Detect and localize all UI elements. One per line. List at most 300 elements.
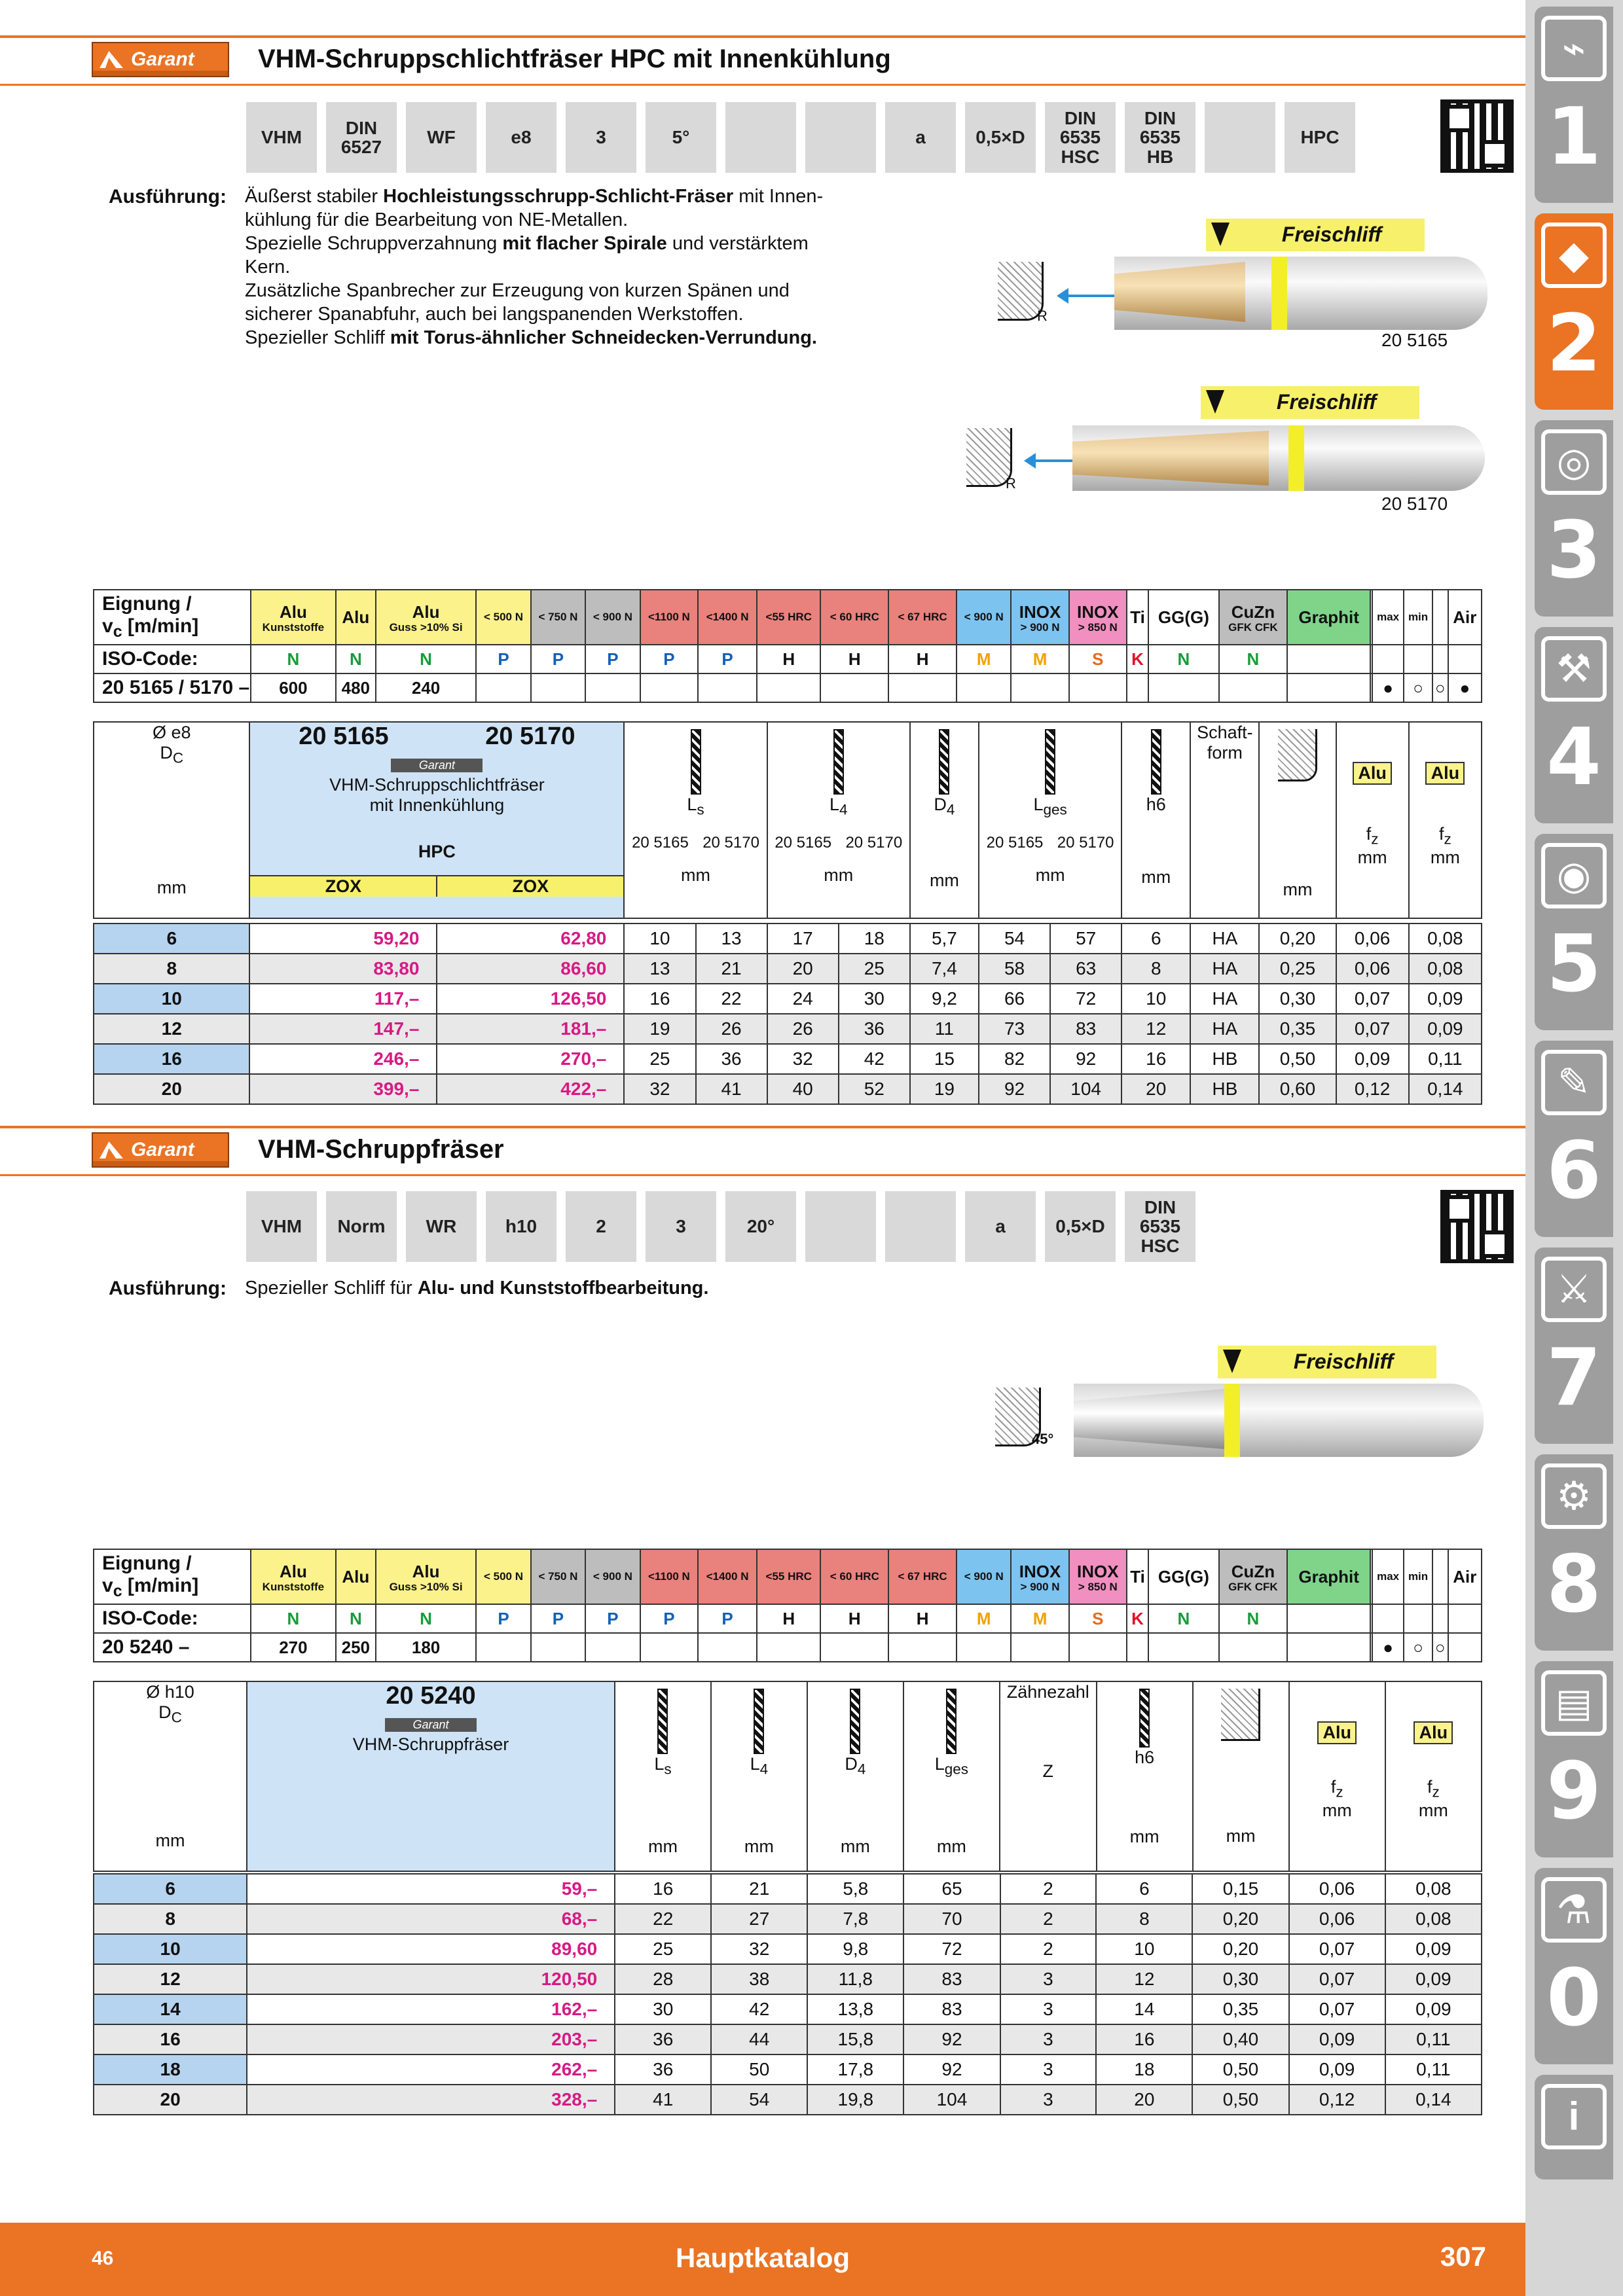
cooling-mark: ●	[1448, 673, 1482, 702]
ausf-line: Spezielle Schruppverzahnung mit flacher Spirale und verstärktem	[245, 233, 809, 254]
material-col-8: <1400 N	[698, 590, 757, 645]
value-cell: HA	[1190, 954, 1259, 984]
page-number-right: 307	[1440, 2241, 1486, 2272]
ausf-line: kühlung für die Bearbeitung von NE-Metallen.	[245, 209, 629, 230]
value-cell: 0,07	[1336, 1014, 1409, 1044]
value-cell: 92	[1050, 1044, 1122, 1074]
cutting-speed	[957, 673, 1011, 702]
dc-header: Ø e8 $D_C$ mm	[94, 722, 249, 918]
value-cell: 42	[839, 1044, 910, 1074]
value-cell: 8	[1096, 1904, 1192, 1934]
value-cell: 7,8	[807, 1904, 903, 1934]
value-cell: 72	[1050, 984, 1122, 1014]
value-cell: 0,30	[1259, 984, 1336, 1014]
value-cell: 36	[839, 1014, 910, 1044]
iso-code: N	[336, 645, 376, 673]
cutting-speed	[1011, 1633, 1068, 1662]
cutting-speed: 250	[336, 1633, 376, 1662]
iso-code: P	[698, 645, 757, 673]
ausf-line: Spezieller Schliff mit Torus-ähnlicher Schneidecken-Verrundung.	[245, 327, 817, 348]
value-cell: 20	[767, 954, 839, 984]
tool-dim-icon	[691, 729, 701, 795]
cutting-speed	[1287, 673, 1370, 702]
value-cell: 92	[979, 1074, 1050, 1104]
value-cell: 0,09	[1409, 1014, 1482, 1044]
iso-empty	[1404, 645, 1432, 673]
price-cell: 89,60	[247, 1934, 615, 1964]
cooling-mark: ○	[1404, 673, 1432, 702]
spec-icon-10: a	[965, 1191, 1036, 1262]
value-cell: 0,12	[1289, 2085, 1385, 2115]
product-table-2	[93, 1873, 1482, 2115]
chapter-number: 6	[1546, 1126, 1601, 1217]
value-cell: 2	[1000, 1874, 1097, 1904]
chapter-number: 1	[1546, 92, 1601, 183]
value-cell: 18	[839, 924, 910, 954]
feed-header-2-1: Alu $f_z$ mm	[1289, 1681, 1385, 1871]
material-col-10: < 60 HRC	[820, 590, 888, 645]
iso-code: P	[476, 1604, 530, 1633]
value-cell: 17	[767, 924, 839, 954]
cutting-speed: 180	[376, 1633, 476, 1662]
iso-code: S	[1069, 645, 1127, 673]
value-cell: 0,09	[1289, 2024, 1385, 2054]
coolant-arrow-icon	[1067, 295, 1120, 297]
tool-205165-label: 20 5165	[1381, 330, 1448, 350]
cutting-speed	[820, 1633, 888, 1662]
value-cell: 0,25	[1259, 954, 1336, 984]
ausfuehrung-text	[245, 185, 900, 350]
value-cell: 3	[1000, 2054, 1097, 2085]
value-cell: 6	[1122, 924, 1190, 954]
tool-dim-icon	[833, 729, 844, 795]
value-cell: 22	[696, 984, 767, 1014]
value-cell: 54	[711, 2085, 807, 2115]
material-col-1: Alu Kunststoffe	[251, 1549, 336, 1604]
value-cell: 54	[979, 924, 1050, 954]
iso-code: P	[585, 1604, 640, 1633]
tool-dim-icon	[939, 729, 949, 795]
garant-logo-small-2: Garant	[385, 1718, 477, 1732]
garant-logo-small: Garant	[391, 759, 483, 772]
chamfer-header: mm	[1193, 1681, 1289, 1871]
spec-icon-2: Norm	[326, 1191, 397, 1262]
value-cell: 104	[1050, 1074, 1122, 1104]
cooling-mark: ●	[1372, 1633, 1404, 1662]
value-cell: 5,7	[910, 924, 979, 954]
cutting-speed: 270	[251, 1633, 336, 1662]
chapter-tab-i[interactable]	[1535, 2075, 1613, 2179]
value-cell: 3	[1000, 2024, 1097, 2054]
value-cell: 0,06	[1289, 1874, 1385, 1904]
value-cell: 0,09	[1289, 2054, 1385, 2085]
chapter-tab-7[interactable]	[1535, 1247, 1613, 1444]
cutting-speed: 600	[251, 673, 336, 702]
iso-code: M	[1011, 645, 1068, 673]
table-row	[94, 1934, 1482, 1964]
spec-icon-8	[805, 102, 876, 173]
chapter-tab-1[interactable]	[1535, 7, 1613, 203]
chapter-tab-4[interactable]	[1535, 627, 1613, 823]
value-cell: 0,08	[1409, 954, 1482, 984]
dim-header-2-3: $D_4$ mm	[807, 1681, 903, 1871]
material-col-11: < 67 HRC	[888, 590, 957, 645]
product-header: 20 5165 20 5170 Garant VHM-Schruppschlichtfräser mit Innenkühlung HPC ZOX ZOX	[249, 722, 624, 918]
chapter-icon: ⚙	[1541, 1463, 1607, 1529]
chapter-tab-6[interactable]	[1535, 1041, 1613, 1237]
spec-icon-9	[885, 1191, 956, 1262]
price-cell: 126,50	[437, 984, 624, 1014]
iso-empty	[1372, 1604, 1404, 1633]
spec-icon-11: 0,5×D	[1045, 1191, 1116, 1262]
value-cell: 0,07	[1289, 1964, 1385, 1994]
iso-code: N	[251, 1604, 336, 1633]
cutting-speed	[757, 673, 820, 702]
value-cell: 0,09	[1409, 984, 1482, 1014]
material-col-7: <1100 N	[640, 590, 699, 645]
value-cell: 82	[979, 1044, 1050, 1074]
chapter-number: 5	[1546, 919, 1601, 1010]
tool-dim-icon	[946, 1689, 957, 1754]
value-cell: 0,06	[1336, 954, 1409, 984]
cutting-speed	[957, 1633, 1011, 1662]
feed-header-2: Alu $f_z$ mm	[1409, 722, 1482, 918]
iso-code: P	[585, 645, 640, 673]
chapter-tab-8[interactable]	[1535, 1454, 1613, 1651]
table-row	[94, 1074, 1482, 1104]
top-rule	[0, 35, 1525, 38]
chapter-tab-2[interactable]	[1535, 213, 1613, 410]
dim-header-1: $L_s$ 20 5165 20 5170 mm	[624, 722, 767, 918]
iso-code: S	[1069, 1604, 1127, 1633]
feed-header-1: Alu $f_z$ mm	[1336, 722, 1409, 918]
cutting-speed	[585, 1633, 640, 1662]
value-cell: 26	[767, 1014, 839, 1044]
iso-empty	[1448, 1604, 1482, 1633]
iso-empty	[1404, 1604, 1432, 1633]
value-cell: 104	[903, 2085, 1000, 2115]
table-row	[94, 1874, 1482, 1904]
qr-code-icon-2[interactable]	[1440, 1190, 1514, 1263]
value-cell: 92	[903, 2024, 1000, 2054]
iso-code-label: ISO-Code:	[94, 645, 251, 673]
value-cell: 83	[1050, 1014, 1122, 1044]
material-col-17: CuZn GFK CFK	[1219, 590, 1287, 645]
value-cell: 3	[1000, 2085, 1097, 2115]
freischliff-label-2: Freischliff	[1201, 386, 1419, 419]
value-cell: 0,11	[1385, 2054, 1482, 2085]
cutting-speed	[1148, 673, 1219, 702]
ausf-line: Äußerst stabiler Hochleistungsschrupp-Schlicht-Fräser mit Innen-	[245, 186, 824, 207]
dim-header-2: $L_4$ 20 5165 20 5170 mm	[767, 722, 910, 918]
material-col-6: < 900 N	[585, 590, 640, 645]
iso-code: H	[820, 1604, 888, 1633]
ausf-line: sicherer Spanabfuhr, auch bei langspanenden Werkstoffen.	[245, 304, 744, 325]
iso-code: M	[957, 645, 1011, 673]
value-cell: HA	[1190, 924, 1259, 954]
value-cell: 0,20	[1259, 924, 1336, 954]
title-rule	[0, 84, 1525, 86]
iso-code: P	[531, 1604, 585, 1633]
value-cell: 30	[615, 1994, 711, 2024]
chapter-icon: ◆	[1541, 223, 1607, 288]
value-cell: HB	[1190, 1074, 1259, 1104]
value-cell: 0,40	[1192, 2024, 1288, 2054]
cooling-mark	[1448, 1633, 1482, 1662]
material-col-8: <1400 N	[698, 1549, 757, 1604]
material-col-11: < 67 HRC	[888, 1549, 957, 1604]
freischliff-label: Freischliff	[1206, 219, 1425, 251]
chapter-number: 0	[1546, 1953, 1601, 2044]
dim-header-2-1: $L_s$ mm	[615, 1681, 711, 1871]
cutting-speed	[888, 1633, 957, 1662]
value-cell: 3	[1000, 1964, 1097, 1994]
freischliff-label-3: Freischliff	[1218, 1346, 1436, 1378]
price-cell: 86,60	[437, 954, 624, 984]
material-col-12: < 900 N	[957, 1549, 1011, 1604]
value-cell: 0,07	[1289, 1934, 1385, 1964]
value-cell: HA	[1190, 1014, 1259, 1044]
product-header-2: 20 5240 Garant VHM-Schruppfräser	[247, 1681, 615, 1871]
value-cell: 83	[903, 1994, 1000, 2024]
cooling-col-3: min	[1404, 1549, 1432, 1604]
value-cell: 0,50	[1192, 2054, 1288, 2085]
value-cell: 15,8	[807, 2024, 903, 2054]
value-cell: 0,50	[1192, 2085, 1288, 2115]
ausfuehrung-label-2: Ausführung:	[109, 1278, 227, 1299]
section2-title: VHM-Schruppfräser	[258, 1135, 504, 1164]
iso-empty	[1448, 645, 1482, 673]
material-col-13: INOX > 900 N	[1011, 590, 1068, 645]
iso-code: K	[1127, 1604, 1148, 1633]
price-cell: 262,–	[247, 2054, 615, 2085]
ausf-line: Kern.	[245, 257, 291, 278]
value-cell: 7,4	[910, 954, 979, 984]
tool-205170-label: 20 5170	[1381, 493, 1448, 514]
table-row	[94, 2085, 1482, 2115]
cooling-col-4	[1432, 590, 1448, 645]
price-cell: 270,–	[437, 1044, 624, 1074]
chapter-tab-0[interactable]	[1535, 1868, 1613, 2064]
material-col-1: Alu Kunststoffe	[251, 590, 336, 645]
spec-icon-1: VHM	[246, 1191, 317, 1262]
material-col-2: Alu	[336, 590, 376, 645]
chapter-tab-5[interactable]	[1535, 834, 1613, 1030]
value-cell: 19	[910, 1074, 979, 1104]
radius-header: mm	[1259, 722, 1336, 918]
value-cell: 42	[711, 1994, 807, 2024]
cooling-mark: ●	[1372, 673, 1404, 702]
material-col-2: Alu	[336, 1549, 376, 1604]
cutting-speed	[531, 673, 585, 702]
tool-dim-icon	[1151, 729, 1161, 795]
catalog-name: Hauptkatalog	[675, 2242, 850, 2273]
iso-code	[1287, 1604, 1370, 1633]
value-cell: 14	[1096, 1994, 1192, 2024]
cooling-col-3: min	[1404, 590, 1432, 645]
value-cell: 70	[903, 1904, 1000, 1934]
iso-code: H	[757, 645, 820, 673]
material-col-15: Ti	[1127, 1549, 1148, 1604]
material-col-17: CuZn GFK CFK	[1219, 1549, 1287, 1604]
diameter-cell: 10	[94, 984, 249, 1014]
value-cell: 20	[1096, 2085, 1192, 2115]
value-cell: 2	[1000, 1934, 1097, 1964]
cutting-speed	[1011, 673, 1068, 702]
price-cell: 422,–	[437, 1074, 624, 1104]
value-cell: 13	[624, 954, 695, 984]
table-row	[94, 984, 1482, 1014]
zaehnezahl-header: Zähnezahl Z	[1000, 1681, 1097, 1871]
iso-empty	[1372, 645, 1404, 673]
diameter-cell: 8	[94, 1904, 247, 1934]
value-cell: 38	[711, 1964, 807, 1994]
spec-icon-6: 3	[646, 1191, 716, 1262]
section2-icon-row	[246, 1191, 1181, 1262]
footer-bar	[0, 2223, 1525, 2296]
value-cell: 22	[615, 1904, 711, 1934]
material-col-18: Graphit	[1287, 590, 1370, 645]
iso-code: K	[1127, 645, 1148, 673]
cutting-speed	[820, 673, 888, 702]
iso-code: N	[251, 645, 336, 673]
cutting-speed	[1127, 1633, 1148, 1662]
spec-icon-3: WR	[406, 1191, 477, 1262]
value-cell: 13,8	[807, 1994, 903, 2024]
title-rule-2	[0, 1174, 1525, 1176]
material-col-14: INOX > 850 N	[1069, 1549, 1127, 1604]
suitability-table-1	[93, 589, 1482, 703]
value-cell: 83	[903, 1964, 1000, 1994]
spec-icon-1: VHM	[246, 102, 317, 173]
value-cell: 16	[1096, 2024, 1192, 2054]
iso-code-label: ISO-Code:	[94, 1604, 251, 1633]
diameter-cell: 12	[94, 1014, 249, 1044]
price-cell: 203,–	[247, 2024, 615, 2054]
value-cell: 8	[1122, 954, 1190, 984]
cutting-speed	[1069, 673, 1127, 702]
cutting-speed	[888, 673, 957, 702]
chapter-sidebar	[1525, 0, 1623, 2296]
iso-code: N	[336, 1604, 376, 1633]
iso-code: P	[531, 645, 585, 673]
value-cell: 27	[711, 1904, 807, 1934]
value-cell: 58	[979, 954, 1050, 984]
chapter-icon: ◎	[1541, 429, 1607, 495]
value-cell: 10	[1096, 1934, 1192, 1964]
table-row	[94, 1994, 1482, 2024]
product-table-1	[93, 923, 1482, 1105]
material-col-7: <1100 N	[640, 1549, 699, 1604]
spec-icon-4: h10	[486, 1191, 556, 1262]
diameter-cell: 20	[94, 2085, 247, 2115]
value-cell: 16	[615, 1874, 711, 1904]
price-cell: 246,–	[249, 1044, 437, 1074]
eignung-label: Eignung / $v_c$ [m/min]	[94, 590, 251, 645]
diameter-cell: 6	[94, 1874, 247, 1904]
value-cell: 25	[615, 1934, 711, 1964]
chamfer-corner-icon	[1221, 1689, 1260, 1741]
chapter-icon: i	[1541, 2084, 1607, 2149]
qr-code-icon[interactable]	[1440, 99, 1514, 173]
diameter-cell: 6	[94, 924, 249, 954]
value-cell: 63	[1050, 954, 1122, 984]
value-cell: 0,50	[1259, 1044, 1336, 1074]
price-cell: 120,50	[247, 1964, 615, 1994]
chapter-tab-3[interactable]	[1535, 420, 1613, 617]
table-row	[94, 2024, 1482, 2054]
value-cell: 6	[1096, 1874, 1192, 1904]
tool-205240-image	[1074, 1384, 1484, 1457]
value-cell: 25	[839, 954, 910, 984]
chapter-number: 2	[1546, 298, 1601, 389]
value-cell: 36	[615, 2024, 711, 2054]
cutting-speed	[698, 673, 757, 702]
chapter-icon: ✎	[1541, 1050, 1607, 1115]
iso-code: N	[1219, 1604, 1287, 1633]
cutting-speed	[640, 1633, 699, 1662]
value-cell: 65	[903, 1874, 1000, 1904]
price-cell: 59,–	[247, 1874, 615, 1904]
article-range: 20 5165 / 5170 –	[94, 673, 251, 702]
cooling-col-5: Air	[1448, 590, 1482, 645]
cutting-speed: 480	[336, 673, 376, 702]
value-cell: 0,09	[1385, 1994, 1482, 2024]
dc-header-2: Ø h10 $D_C$ mm	[94, 1681, 247, 1871]
material-col-6: < 900 N	[585, 1549, 640, 1604]
dim-header-2-4: $L_{ges}$ mm	[903, 1681, 1000, 1871]
iso-code: N	[1148, 1604, 1219, 1633]
price-cell: 162,–	[247, 1994, 615, 2024]
value-cell: 11	[910, 1014, 979, 1044]
value-cell: 16	[1122, 1044, 1190, 1074]
value-cell: 32	[711, 1934, 807, 1964]
dim-header-5: h6 mm	[1122, 722, 1190, 918]
cutting-speed	[1219, 1633, 1287, 1662]
chapter-tab-9[interactable]	[1535, 1661, 1613, 1857]
value-cell: 19,8	[807, 2085, 903, 2115]
chapter-number: 9	[1546, 1746, 1601, 1837]
ausfuehrung-text-2: Spezieller Schliff für Alu- und Kunststoffbearbeitung.	[245, 1278, 709, 1299]
value-cell: 2	[1000, 1904, 1097, 1934]
value-cell: 30	[839, 984, 910, 1014]
iso-code: H	[757, 1604, 820, 1633]
value-cell: 41	[696, 1074, 767, 1104]
iso-code: M	[1011, 1604, 1068, 1633]
spec-icon-4: e8	[486, 102, 556, 173]
suitability-table-2	[93, 1549, 1482, 1662]
iso-code	[1287, 645, 1370, 673]
value-cell: 10	[1122, 984, 1190, 1014]
garant-logo-2: Garant	[92, 1132, 229, 1168]
cooling-col-5: Air	[1448, 1549, 1482, 1604]
iso-code: H	[820, 645, 888, 673]
price-cell: 328,–	[247, 2085, 615, 2115]
value-cell: 0,07	[1289, 1994, 1385, 2024]
iso-empty	[1432, 645, 1448, 673]
value-cell: 0,07	[1336, 984, 1409, 1014]
cutting-speed	[1069, 1633, 1127, 1662]
page-number-left: 46	[92, 2248, 114, 2269]
eignung-label: Eignung / $v_c$ [m/min]	[94, 1549, 251, 1604]
cutting-speed	[585, 673, 640, 702]
cooling-col-4	[1432, 1549, 1448, 1604]
table-row	[94, 2054, 1482, 2085]
spec-icon-14: HPC	[1285, 102, 1355, 173]
table-row	[94, 924, 1482, 954]
cutting-speed: 240	[376, 673, 476, 702]
cutting-speed	[531, 1633, 585, 1662]
